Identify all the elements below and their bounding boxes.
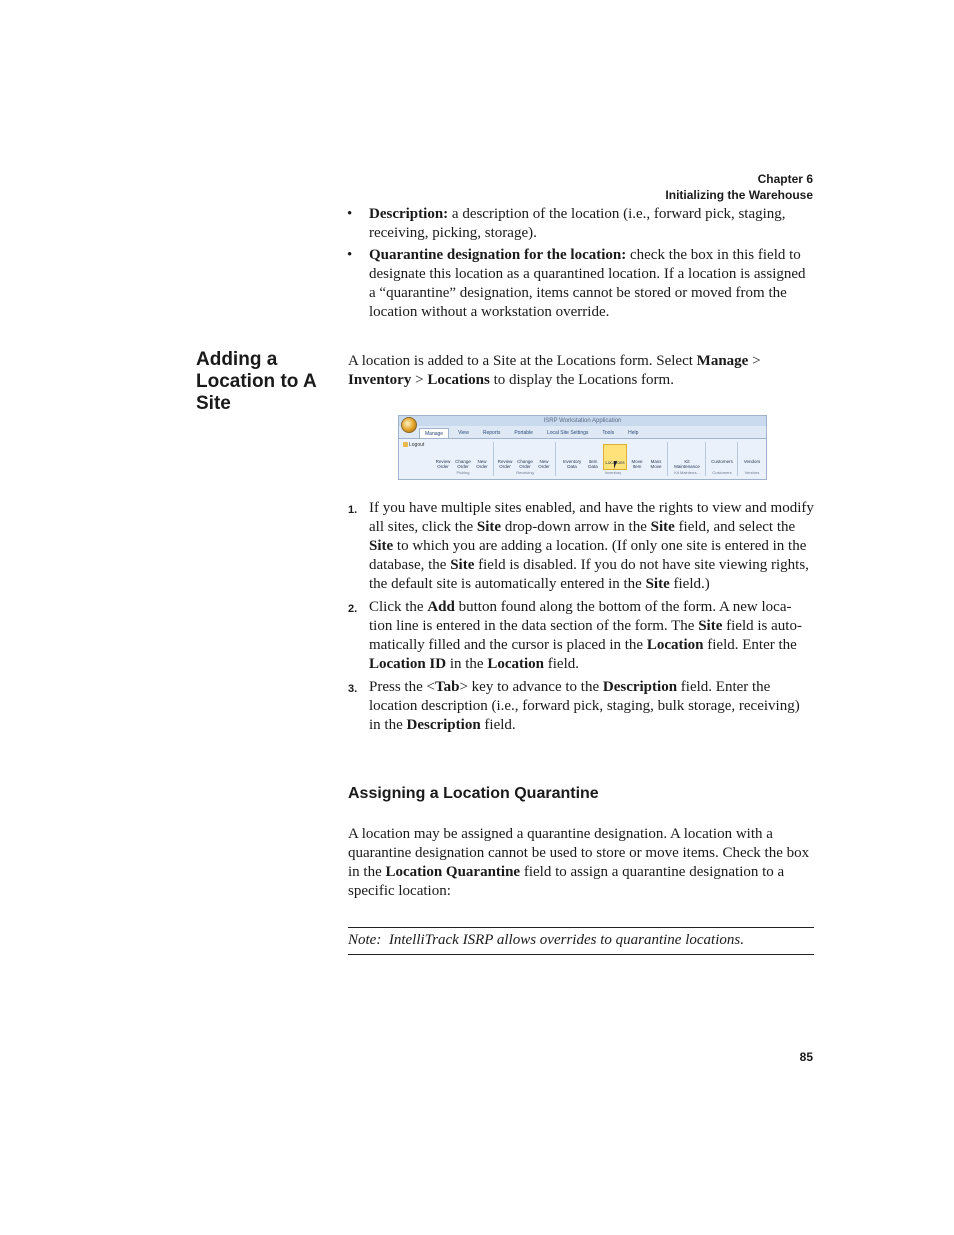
step-text: If you have multiple sites enabled, and have the rights to view and modify all sites, click the	[369, 500, 814, 535]
step-text: field. Enter the	[703, 637, 797, 653]
paragraph-text: A location may be assigned a quarantine designation. A location with a quarantine designation cannot be used to store or move items. Check the box in the	[348, 826, 810, 880]
step-term: Location ID	[369, 656, 447, 672]
step-term: Description	[602, 679, 678, 695]
picking-change-order-button[interactable]: Change Order	[455, 459, 471, 469]
step-text: button found along the bottom of the form. A new loca-tion line is entered in the data section of the form. The	[369, 599, 792, 634]
field-description-list	[347, 205, 815, 325]
paragraph-text: field to assign a quarantine designation to a specific location:	[348, 864, 785, 899]
ribbon-group-label: Customers	[712, 470, 732, 475]
step-text: in the	[446, 656, 488, 672]
step-term: Tab	[434, 679, 460, 695]
page-number: 85	[799, 1050, 813, 1064]
menu-locations: Locations	[427, 372, 490, 388]
ribbon-group-kit-maintenance	[669, 442, 706, 476]
receiving-new-order-button[interactable]: New Order	[538, 459, 550, 469]
tab-view[interactable]: View	[458, 430, 469, 436]
ribbon-group-vendors	[739, 442, 765, 476]
ribbon-group-picking	[433, 442, 494, 476]
menu-inventory: Inventory	[348, 372, 412, 388]
list-item	[347, 246, 815, 322]
step-number: 3.	[348, 683, 358, 695]
section-heading: Adding a Location to A Site	[196, 349, 316, 414]
receiving-review-order-button[interactable]: Review Order	[497, 459, 513, 469]
mouse-cursor-icon	[614, 461, 617, 469]
mass-move-button[interactable]: Mass Move	[650, 459, 662, 469]
note-label: Note:	[348, 932, 382, 948]
ribbon-group-label: Kit Maintena...	[674, 470, 700, 475]
office-orb-icon[interactable]	[401, 417, 417, 433]
step-term: Location	[487, 656, 545, 672]
tab-portable[interactable]: Portable	[514, 430, 533, 436]
ribbon-group-receiving	[495, 442, 556, 476]
ribbon-group-label: Picking	[456, 470, 470, 475]
section-intro	[348, 352, 814, 390]
bullet-icon: •	[347, 206, 353, 222]
logout-button[interactable]	[403, 442, 424, 448]
running-header	[665, 171, 813, 203]
menu-manage: Manage	[696, 353, 749, 369]
step-number: 2.	[348, 603, 358, 615]
subsection-heading: Assigning a Location Quarantine	[348, 785, 599, 802]
picking-new-order-button[interactable]: New Order	[476, 459, 488, 469]
step-text: field.	[480, 717, 516, 733]
tab-reports[interactable]: Reports	[482, 430, 501, 436]
ribbon-body	[399, 438, 766, 480]
bullet-text: a description of the location (i.e., forward pick, staging, receiving, picking, storage).	[369, 206, 786, 241]
ribbon-group-label: Receiving	[516, 470, 534, 475]
ribbon-group-customers	[707, 442, 738, 476]
vendors-button[interactable]: Vendors	[743, 459, 761, 464]
step-text: field is disabled. If you do not have site viewing rights, the default site is automatically entered in the	[369, 557, 809, 592]
step-text: field is auto-matically filled and the cursor is placed in the	[369, 618, 802, 653]
list-item	[347, 205, 815, 243]
step-number: 1.	[348, 504, 358, 516]
list-item	[348, 678, 814, 735]
logout-label: Logout	[409, 442, 425, 448]
intro-text: A location is added to a Site at the Locations form. Select	[348, 353, 697, 369]
step-text: > key to advance to the	[459, 679, 603, 695]
bullet-icon: •	[347, 247, 353, 263]
ribbon-screenshot	[398, 415, 767, 480]
tab-local-site-settings[interactable]: Local Site Settings	[546, 430, 589, 436]
bullet-text: check the box in this field to designate this location as a quarantined location. If a location is assigned a “quarantine” designation, items cannot be stored or moved from the location without a workstation override.	[369, 247, 806, 320]
step-term: Site	[698, 618, 723, 634]
tab-help[interactable]: Help	[628, 430, 639, 436]
move-item-button[interactable]: Move Item	[631, 459, 643, 469]
ribbon-group-inventory	[559, 442, 668, 476]
ribbon-group-label: Vendors	[744, 470, 760, 475]
step-term: Description	[406, 717, 481, 733]
tab-manage[interactable]: Manage	[419, 428, 449, 438]
customers-button[interactable]: Customers	[711, 459, 733, 464]
picking-review-order-button[interactable]: Review Order	[435, 459, 451, 469]
steps-list	[348, 499, 814, 739]
step-term: Site	[369, 538, 394, 554]
bullet-label: Description:	[369, 206, 449, 222]
list-item	[348, 598, 814, 674]
ribbon-title: ISRP Workstation Application	[399, 416, 766, 426]
step-text: Press the <	[369, 679, 435, 695]
step-text: field.	[544, 656, 580, 672]
intro-text: >	[411, 372, 428, 388]
subsection-paragraph	[348, 825, 814, 901]
ribbon-group-label: Inventory	[604, 470, 622, 475]
field-name: Location Quarantine	[385, 864, 521, 880]
inventory-data-button[interactable]: Inventory Data	[562, 459, 582, 469]
step-term: Site	[650, 519, 675, 535]
step-text: drop-down arrow in the	[501, 519, 651, 535]
logout-icon	[403, 442, 408, 447]
step-term: Site	[476, 519, 502, 535]
step-text: field, and select the	[674, 519, 796, 535]
tab-tools[interactable]: Tools	[602, 430, 615, 436]
step-text: field. Enter the location description (i.e., forward pick, staging, bulk storage, receiving) in the	[369, 679, 800, 733]
receiving-change-order-button[interactable]: Change Order	[517, 459, 533, 469]
intro-text: >	[748, 353, 761, 369]
kit-maintenance-button[interactable]: Kit Maintenance	[674, 459, 700, 469]
locations-button[interactable]: Locations	[603, 444, 627, 470]
chapter-number: Chapter 6	[757, 172, 813, 186]
chapter-title: Initializing the Warehouse	[665, 188, 813, 202]
step-text: to which you are adding a location. (If only one site is entered in the database, the	[369, 538, 807, 573]
note-box	[348, 927, 814, 955]
step-term: Site	[450, 557, 475, 573]
bullet-label: Quarantine designation for the location:	[369, 247, 627, 263]
intro-text: to display the Locations form.	[489, 372, 674, 388]
step-text: field.)	[669, 576, 710, 592]
step-term: Add	[427, 599, 455, 615]
note-text: IntelliTrack ISRP allows overrides to quarantine locations.	[388, 932, 744, 948]
ribbon-tabs	[419, 428, 643, 438]
step-term: Site	[645, 576, 670, 592]
step-term: Location	[646, 637, 704, 653]
item-data-button[interactable]: Item Data	[588, 459, 598, 469]
list-item	[348, 499, 814, 594]
step-text: Click the	[369, 599, 428, 615]
